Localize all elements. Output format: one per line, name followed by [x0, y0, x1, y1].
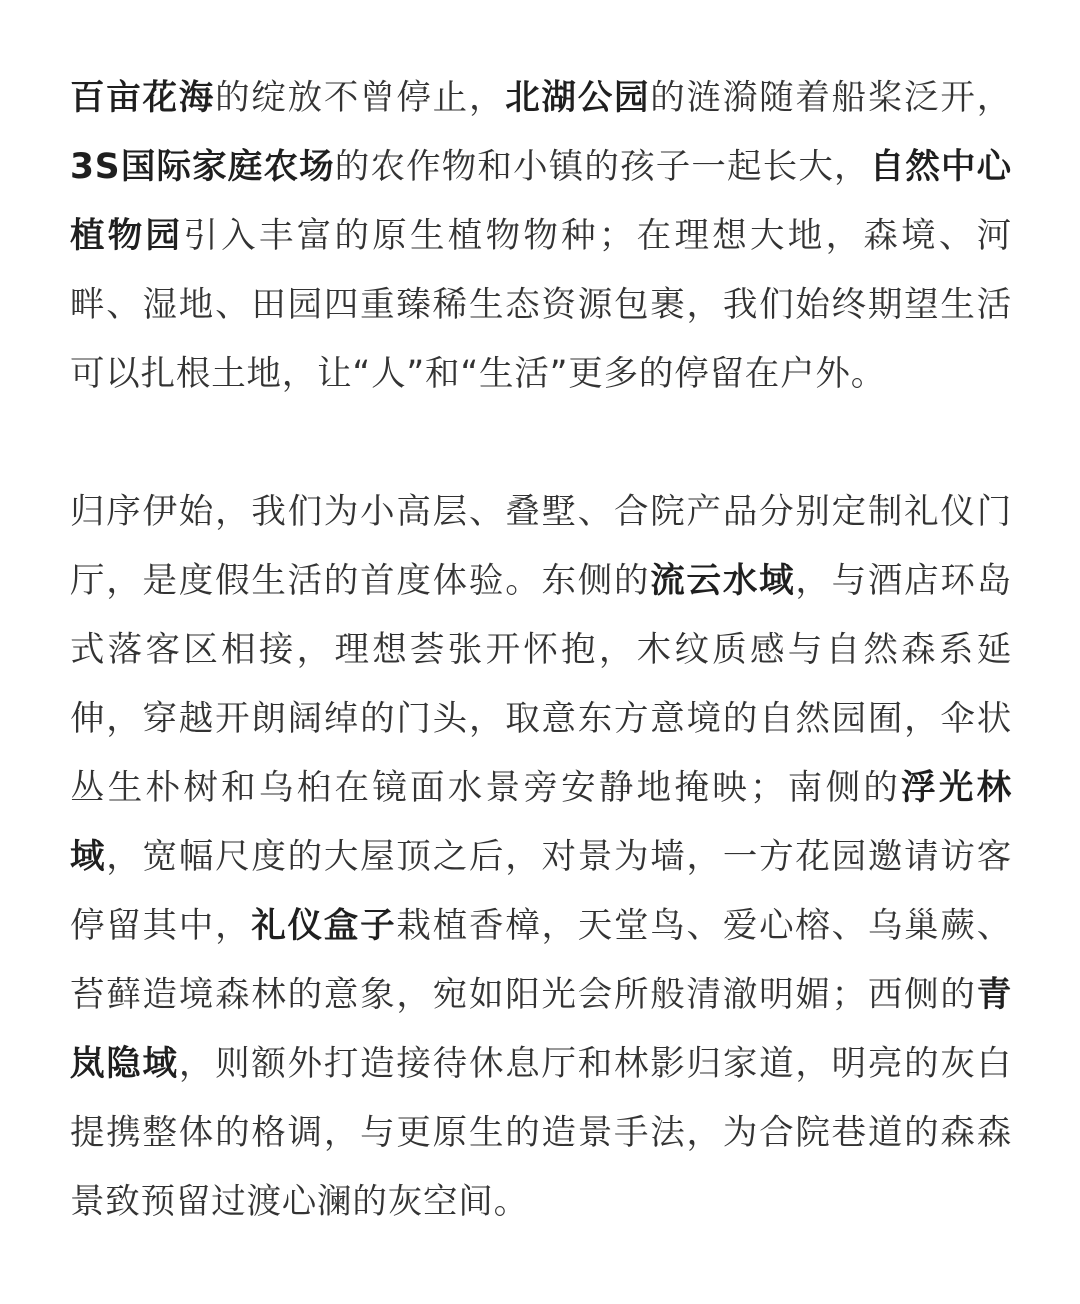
text-segment: 栽植香樟，天堂鸟、爱心榕、乌巢蕨、苔藓造境森林的意象，宛如阳光会所般清澈明媚；西侧的: [70, 906, 1012, 1015]
highlight-ceremony-box: 礼仪盒子: [251, 906, 397, 946]
text-segment: ，与酒店环岛式落客区相接，理想荟张开怀抱，木纹质感与自然森系延伸，穿越开朗阔绰的门头，取意东方意境的自然园囿，伞状丛生朴树和乌桕在镜面水景旁安静地掩映；南侧的: [70, 561, 1012, 808]
highlight-cloud-water-domain: 流云水域: [650, 561, 796, 601]
paragraph-ecology: [70, 64, 1012, 409]
highlight-floating-light-forest: 浮光林域: [70, 768, 1012, 877]
highlight-north-lake-park: 北湖公园: [505, 78, 651, 118]
text-segment: 的绽放不曾停止，: [215, 78, 506, 118]
text-segment: ，则额外打造接待休息厅和林影归家道，明亮的灰白提携整体的格调，与更原生的造景手法，为合院巷道的森森景致预留过渡心澜的灰空间。: [70, 1044, 1012, 1222]
text-segment: ，宽幅尺度的大屋顶之后，对景为墙，一方花园邀请访客停留其中，: [70, 837, 1012, 946]
text-segment: 归序伊始，我们为小高层、叠墅、合院产品分别定制礼仪门厅，是度假生活的首度体验。东侧的: [70, 492, 1012, 601]
highlight-botanical-garden: 自然中心植物园: [70, 147, 1012, 256]
highlight-family-farm: 3S国际家庭农场: [70, 147, 335, 187]
text-segment: 的涟漪随着船桨泛开，: [650, 78, 1013, 118]
text-segment: 引入丰富的原生植物物种；在理想大地，森境、河畔、湿地、田园四重臻稀生态资源包裹，我们始终期望生活可以扎根土地，让“人”和“生活”更多的停留在户外。: [70, 216, 1012, 394]
highlight-flower-sea: 百亩花海: [70, 78, 216, 118]
article-body: [70, 64, 1012, 1237]
text-segment: 的农作物和小镇的孩子一起长大，: [334, 147, 870, 187]
highlight-green-mist-domain: 青岚隐域: [70, 975, 1012, 1084]
paragraph-lobbies: [70, 478, 1012, 1237]
